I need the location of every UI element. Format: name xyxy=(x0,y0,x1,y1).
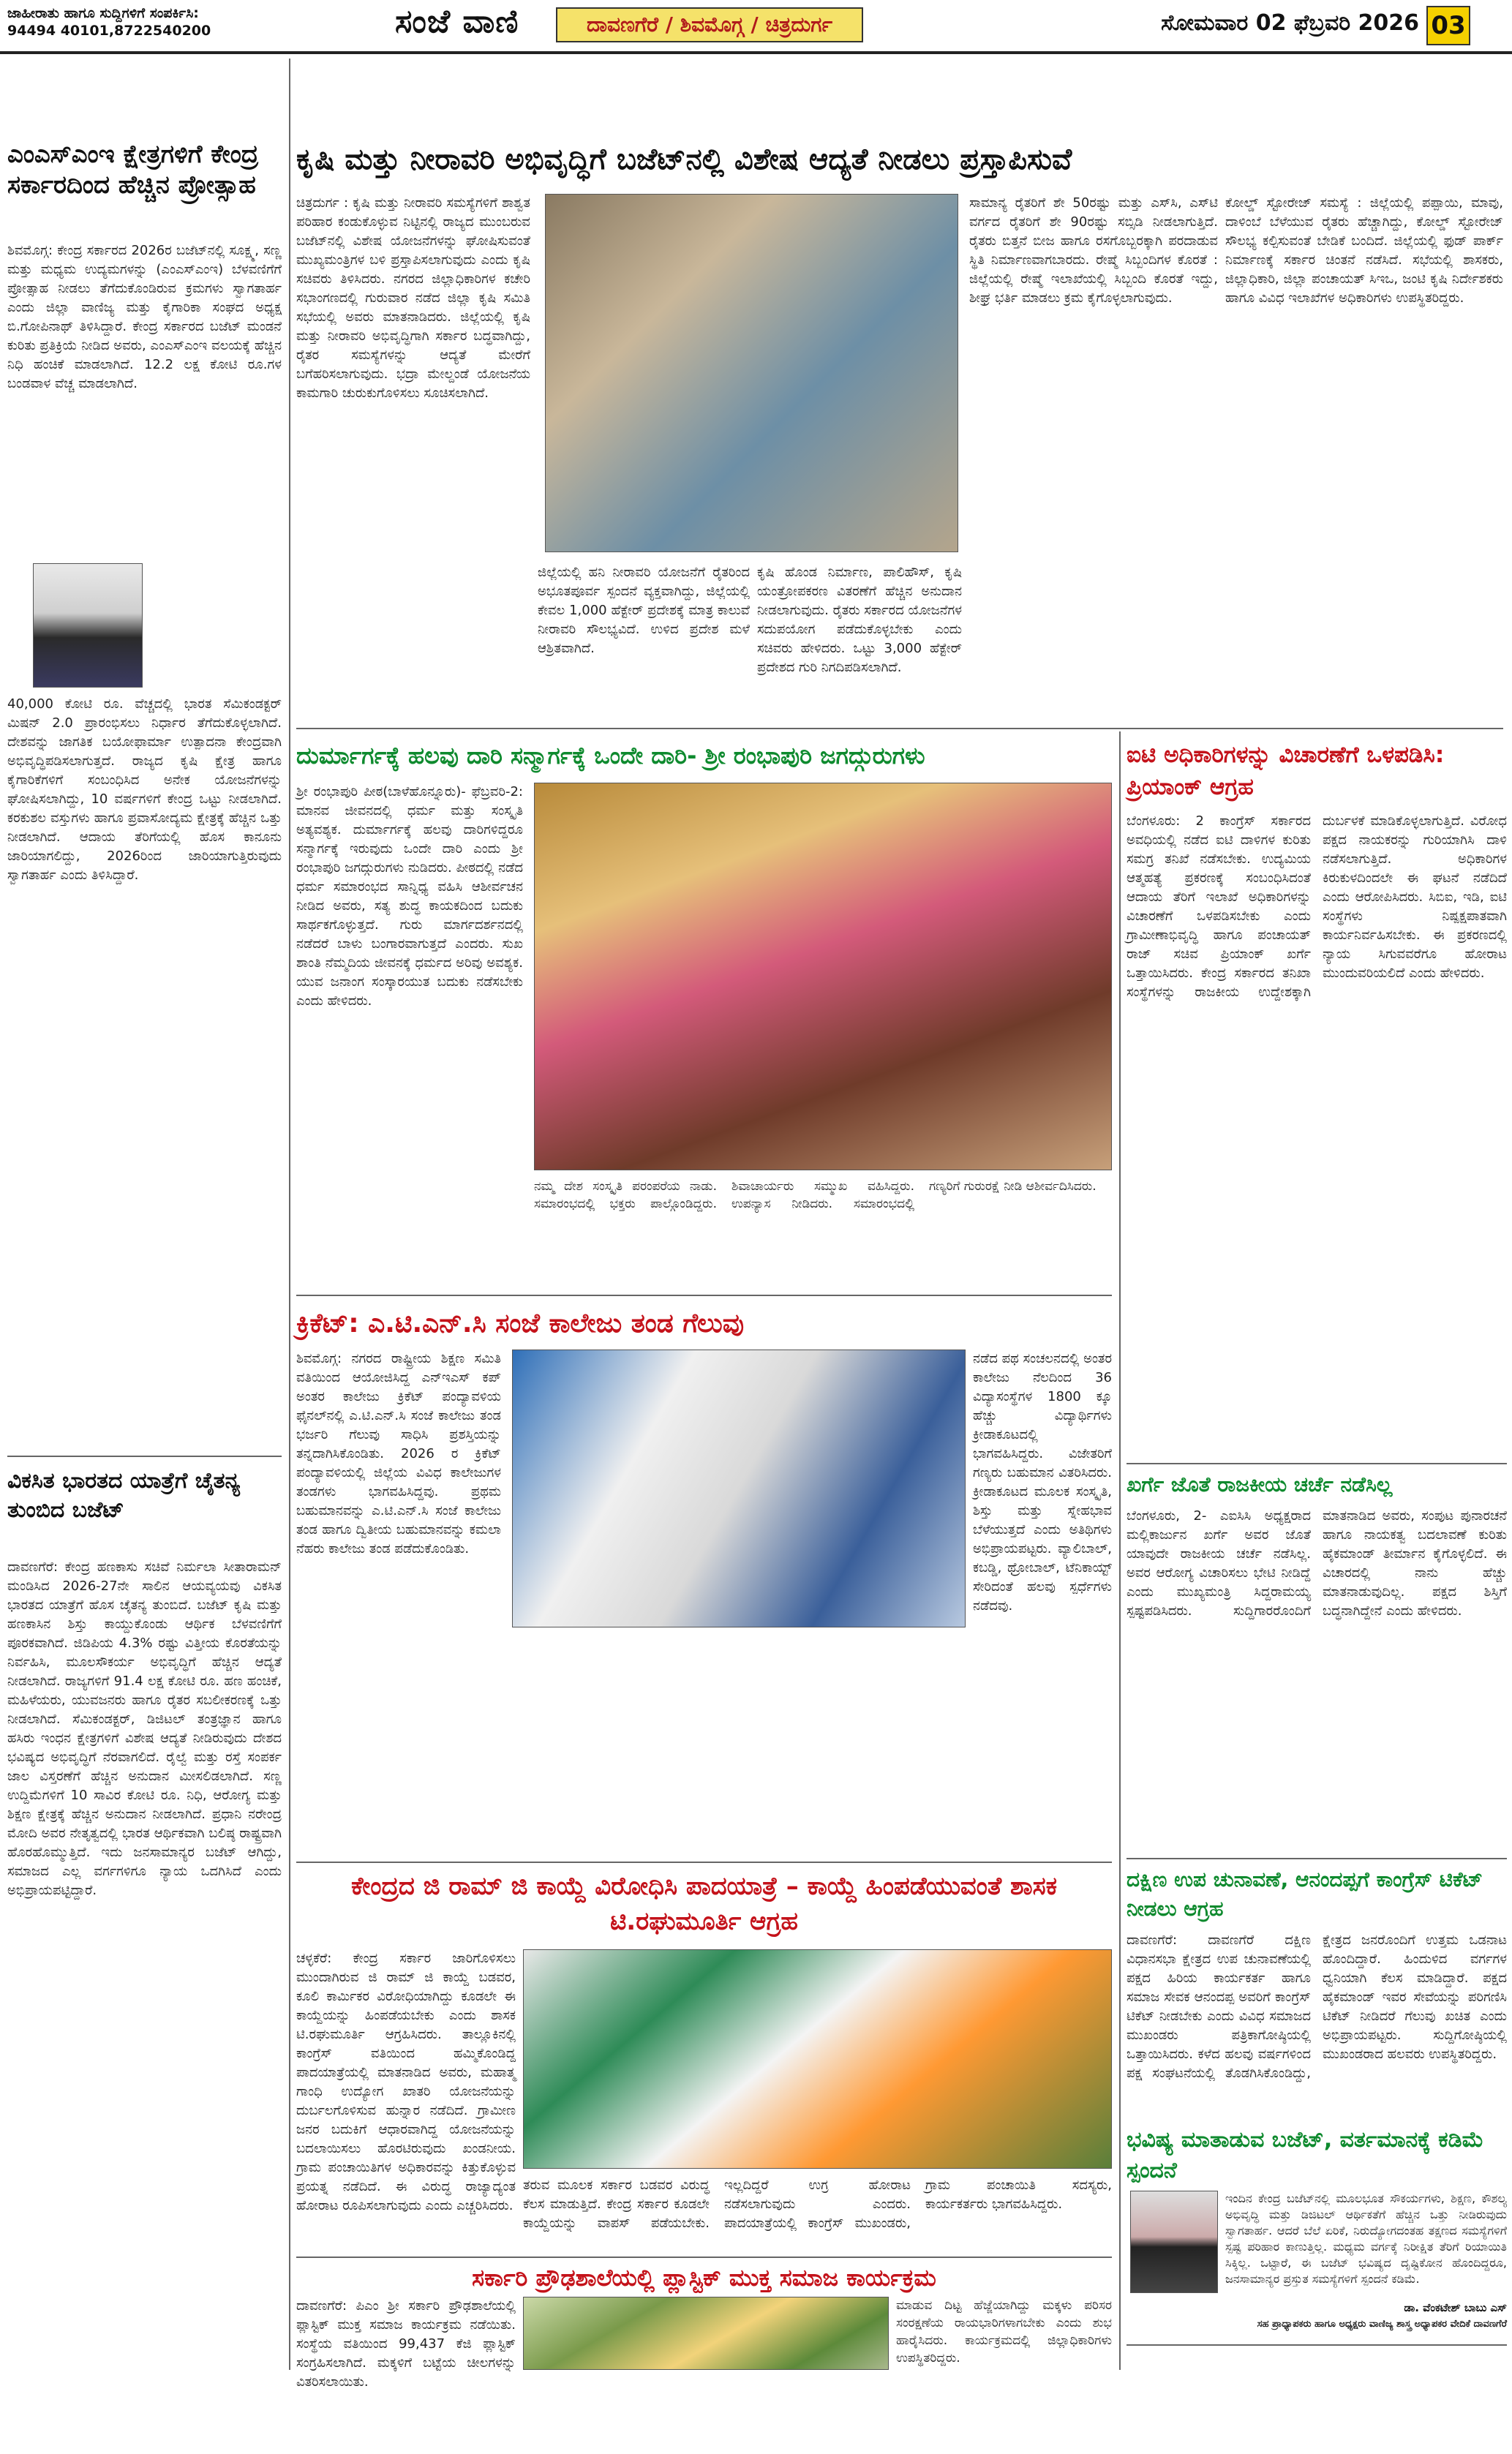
plastic-caption: ಮಾಡುವ ದಿಟ್ಟ ಹೆಜ್ಜೆಯಾಗಿದ್ದು ಮಕ್ಕಳು ಪರಿಸರ ಸಂರಕ್ಷಣೆಯ ರಾಯಭಾರಿಗಳಾಗಬೇಕು ಎಂದು ಶುಭ ಹಾರೈಸಿದರು. ಕಾರ್ಯಕ್ರಮದಲ್ಲಿ ಜಿಲ್ಲಾಧಿಕಾರಿಗಳು ಉಪಸ್ಥಿತರಿದ್ದರು. xyxy=(896,2298,1112,2365)
logo-text: ಸಂಜೆ ವಾಣಿ xyxy=(395,3,519,40)
divider xyxy=(296,1862,1112,1863)
msme-body-2: 40,000 ಕೋಟಿ ರೂ. ವೆಚ್ಚದಲ್ಲಿ ಭಾರತ ಸೆಮಿಕಂಡಕ್ಟರ್ ಮಿಷನ್ 2.0 ಪ್ರಾರಂಭಿಸಲು ನಿರ್ಧಾರ ತೆಗೆದುಕೊಳ್ಳಲಾಗಿದೆ. ದೇಶವನ್ನು ಜಾಗತಿಕ ಬಯೋಫಾರ್ಮಾ ಉತ್ಪಾದನಾ ಕೇಂದ್ರವಾಗಿ ಅಭಿವೃದ್ಧಿಪಡಿಸಲಾಗುತ್ತದೆ. ರಾಜ್ಯದ ಕೃಷಿ ಕ್ಷೇತ್ರ ಹಾಗೂ ಕೈಗಾರಿಕೆಗಳಿಗೆ ಸಂಬಂಧಿಸಿದ ಅನೇಕ ಯೋಜನೆಗಳನ್ನು ಘೋಷಿಸಲಾಗಿದ್ದು, 10 ವರ್ಷಗಳಿಗೆ ಕೇಂದ್ರ ಒಟ್ಟು ನೀಡಲಾಗಿದೆ. ಕರಕುಶಲ ವಸ್ತುಗಳು ಹಾಗೂ ಪ್ರವಾಸೋದ್ಯಮ ಕ್ಷೇತ್ರಕ್ಕೆ ಹೆಚ್ಚಿನ ಒತ್ತು ನೀಡಲಾಗಿದೆ. ಆದಾಯ ತೆರಿಗೆಯಲ್ಲಿ ಹೊಸ ಕಾನೂನು ಜಾರಿಯಾಗಲಿದ್ದು, 2026ರಿಂದ ಜಾರಿಯಾಗುತ್ತಿರುವುದು ಸ್ವಾಗತಾರ್ಹ ಎಂದು ತಿಳಿಸಿದ್ದಾರೆ. xyxy=(7,696,282,883)
divider xyxy=(296,728,1503,729)
newspaper-logo xyxy=(395,3,541,47)
msme-body: ಶಿವಮೊಗ್ಗ: ಕೇಂದ್ರ ಸರ್ಕಾರದ 2026ರ ಬಜೆಟ್‌ನಲ್ಲಿ ಸೂಕ್ಷ್ಮ, ಸಣ್ಣ ಮತ್ತು ಮಧ್ಯಮ ಉದ್ಯಮಗಳನ್ನು (ಎಂಎಸ್‌ಎಂಇ) ಬೆಳವಣಿಗೆಗೆ ಪ್ರೋತ್ಸಾಹ ನೀಡಲು ತೆಗೆದುಕೊಂಡಿರುವ ಕ್ರಮಗಳು ಸ್ವಾಗತಾರ್ಹ ಎಂದು ಜಿಲ್ಲಾ ವಾಣಿಜ್ಯ ಮತ್ತು ಕೈಗಾರಿಕಾ ಸಂಘದ ಅಧ್ಯಕ್ಷ ಬಿ.ಗೋಪಿನಾಥ್ ತಿಳಿಸಿದ್ದಾರೆ. ಕೇಂದ್ರ ಸರ್ಕಾರದ ಬಜೆಟ್ ಮಂಡನೆ ಕುರಿತು ಪ್ರತಿಕ್ರಿಯೆ ನೀಡಿದ ಅವರು, ಎಂಎಸ್‌ಎಂಇ ವಲಯಕ್ಕೆ ಹೆಚ್ಚಿನ ನಿಧಿ ಹಂಚಿಕೆ ಮಾಡಲಾಗಿದೆ. 12.2 ಲಕ್ಷ ಕೋಟಿ ರೂ.ಗಳ ಬಂಡವಾಳ ವೆಚ್ಚ ಮಾಡಲಾಗಿದೆ. xyxy=(7,243,282,391)
kharge-body: ಬೆಂಗಳೂರು, 2- ಎಐಸಿಸಿ ಅಧ್ಯಕ್ಷರಾದ ಮಲ್ಲಿಕಾರ್ಜುನ ಖರ್ಗೆ ಅವರ ಜೊತೆ ಯಾವುದೇ ರಾಜಕೀಯ ಚರ್ಚೆ ನಡೆಸಿಲ್ಲ. ಅವರ ಆರೋಗ್ಯ ವಿಚಾರಿಸಲು ಭೇಟಿ ನೀಡಿದ್ದೆ ಎಂದು ಮುಖ್ಯಮಂತ್ರಿ ಸಿದ್ದರಾಮಯ್ಯ ಸ್ಪಷ್ಟಪಡಿಸಿದರು. ಸುದ್ದಿಗಾರರೊಂದಿಗೆ ಮಾತನಾಡಿದ ಅವರು, ಸಂಪುಟ ಪುನಾರಚನೆ ಹಾಗೂ ನಾಯಕತ್ವ ಬದಲಾವಣೆ ಕುರಿತು ಹೈಕಮಾಂಡ್ ತೀರ್ಮಾನ ಕೈಗೊಳ್ಳಲಿದೆ. ಈ ವಿಚಾರದಲ್ಲಿ ನಾನು ಹೆಚ್ಚು ಮಾತನಾಡುವುದಿಲ್ಲ. ಪಕ್ಷದ ಶಿಸ್ತಿಗೆ ಬದ್ಧನಾಗಿದ್ದೇನೆ ಎಂದು ಹೇಳಿದರು. xyxy=(1127,1508,1507,1619)
divider xyxy=(7,1456,282,1457)
column-rule xyxy=(1119,731,1121,2370)
divider xyxy=(1127,1463,1507,1464)
page-date: ಸೋಮವಾರ 02 ಫೆಬ್ರವರಿ 2026 xyxy=(1161,10,1419,36)
divider xyxy=(1127,1858,1507,1859)
msme-portrait xyxy=(33,563,143,688)
future-byline-name: ಡಾ. ವೆಂಕಟೇಶ್ ಬಾಬು ಎಸ್ xyxy=(1404,2301,1507,2314)
future-byline-title: ಸಹ ಪ್ರಾಧ್ಯಾಪಕರು ಹಾಗೂ ಅಧ್ಯಕ್ಷರು ವಾಣಿಜ್ಯ ಶಾಸ್ತ್ರ ಅಧ್ಯಾಪಕರ ವೇದಿಕೆ ದಾವಣಗೆರೆ xyxy=(1257,2319,1507,2330)
page-number: 03 xyxy=(1426,6,1470,45)
kharge-headline: ಖರ್ಗೆ ಜೊತೆ ರಾಜಕೀಯ ಚರ್ಚೆ ನಡೆಸಿಲ್ಲ xyxy=(1127,1472,1393,1497)
durmarga-headline: ದುರ್ಮಾರ್ಗಕ್ಕೆ ಹಲವು ದಾರಿ ಸನ್ಮಾರ್ಗಕ್ಕೆ ಒಂದೇ ದಾರಿ- ಶ್ರೀ ರಂಭಾಪುರಿ ಜಗದ್ಗುರುಗಳು xyxy=(296,742,925,769)
durmarga-caption: ನಮ್ಮ ದೇಶ ಸಂಸ್ಕೃತಿ ಪರಂಪರೆಯ ನಾಡು. ಸಮಾರಂಭದಲ್ಲಿ ಭಕ್ತರು ಪಾಲ್ಗೊಂಡಿದ್ದರು. ಶಿವಾಚಾರ್ಯರು ಸಮ್ಮುಖ ವಹಿಸಿದ್ದರು. ಉಪನ್ಯಾಸ ನೀಡಿದರು. ಸಮಾರಂಭದಲ್ಲಿ ಗಣ್ಯರಿಗೆ ಗುರುರಕ್ಷೆ ನೀಡಿ ಆಶೀರ್ವದಿಸಿದರು. xyxy=(534,1179,1097,1211)
future-headline: ಭವಿಷ್ಯ ಮಾತಾಡುವ ಬಜೆಟ್, ವರ್ತಮಾನಕ್ಕೆ ಕಡಿಮೆ ಸ್ಪಂದನೆ xyxy=(1127,2125,1507,2186)
viksit-headline: ವಿಕಸಿತ ಭಾರತದ ಯಾತ್ರೆಗೆ ಚೈತನ್ಯ ತುಂಬಿದ ಬಜೆಟ್ xyxy=(7,1468,241,1523)
plastic-headline: ಸರ್ಕಾರಿ ಪ್ರೌಢಶಾಲೆಯಲ್ಲಿ ಪ್ಲಾಸ್ಟಿಕ್ ಮುಕ್ತ ಸಮಾಜ ಕಾರ್ಯಕ್ರಮ xyxy=(472,2264,936,2292)
gram-ji-body-2: ತರುವ ಮೂಲಕ ಸರ್ಕಾರ ಬಡವರ ವಿರುದ್ಧ ಕೆಲಸ ಮಾಡುತ್ತಿದೆ. ಕೇಂದ್ರ ಸರ್ಕಾರ ಕೂಡಲೇ ಕಾಯ್ದೆಯನ್ನು ವಾಪಸ್ ಪಡೆಯಬೇಕು. ಇಲ್ಲದಿದ್ದರೆ ಉಗ್ರ ಹೋರಾಟ ನಡೆಸಲಾಗುವುದು ಎಂದರು. ಪಾದಯಾತ್ರೆಯಲ್ಲಿ ಕಾಂಗ್ರೆಸ್ ಮುಖಂಡರು, ಗ್ರಾಮ ಪಂಚಾಯಿತಿ ಸದಸ್ಯರು, ಕಾರ್ಯಕರ್ತರು ಭಾಗವಹಿಸಿದ್ದರು. xyxy=(523,2178,1112,2231)
krishi-body-far: ಕೋಲ್ಡ್ ಸ್ಟೋರೇಜ್ ಸಮಸ್ಯೆ : ಜಿಲ್ಲೆಯಲ್ಲಿ ಪಪ್ಪಾಯಿ, ಮಾವು, ದಾಳಿಂಬೆ ಬೆಳೆಯುವ ರೈತರು ಹೆಚ್ಚಾಗಿದ್ದು, ಕೋಲ್ಡ್ ಸ್ಟೋರೇಜ್ ಸೌಲಭ್ಯ ಕಲ್ಪಿಸುವಂತೆ ಬೇಡಿಕೆ ಬಂದಿದೆ. ಜಿಲ್ಲೆಯಲ್ಲಿ ಫುಡ್ ಪಾರ್ಕ್ ನಿರ್ಮಾಣಕ್ಕೆ ಸರ್ಕಾರ ಚಿಂತನೆ ನಡೆಸಿದೆ. ಸಭೆಯಲ್ಲಿ ಶಾಸಕರು, ಜಿಲ್ಲಾಧಿಕಾರಿ, ಜಿಲ್ಲಾ ಪಂಚಾಯತ್ ಸಿಇಒ, ಜಂಟಿ ಕೃಷಿ ನಿರ್ದೇಶಕರು ಹಾಗೂ ವಿವಿಧ ಇಲಾಖೆಗಳ ಅಧಿಕಾರಿಗಳು ಉಪಸ್ಥಿತರಿದ್ದರು. xyxy=(1225,195,1503,306)
by-election-body: ದಾವಣಗೆರೆ: ದಾವಣಗೆರೆ ದಕ್ಷಿಣ ವಿಧಾನಸಭಾ ಕ್ಷೇತ್ರದ ಉಪ ಚುನಾವಣೆಯಲ್ಲಿ ಪಕ್ಷದ ಹಿರಿಯ ಕಾರ್ಯಕರ್ತ ಹಾಗೂ ಸಮಾಜ ಸೇವಕ ಆನಂದಪ್ಪ ಅವರಿಗೆ ಕಾಂಗ್ರೆಸ್ ಟಿಕೆಟ್ ನೀಡಬೇಕು ಎಂದು ವಿವಿಧ ಸಮಾಜದ ಮುಖಂಡರು ಪತ್ರಿಕಾಗೋಷ್ಠಿಯಲ್ಲಿ ಒತ್ತಾಯಿಸಿದರು. ಕಳೆದ ಹಲವು ವರ್ಷಗಳಿಂದ ಪಕ್ಷ ಸಂಘಟನೆಯಲ್ಲಿ ತೊಡಗಿಸಿಕೊಂಡಿದ್ದು, ಕ್ಷೇತ್ರದ ಜನರೊಂದಿಗೆ ಉತ್ತಮ ಒಡನಾಟ ಹೊಂದಿದ್ದಾರೆ. ಹಿಂದುಳಿದ ವರ್ಗಗಳ ಧ್ವನಿಯಾಗಿ ಕೆಲಸ ಮಾಡಿದ್ದಾರೆ. ಪಕ್ಷದ ಹೈಕಮಾಂಡ್ ಇವರ ಸೇವೆಯನ್ನು ಪರಿಗಣಿಸಿ ಟಿಕೆಟ್ ನೀಡಿದರೆ ಗೆಲುವು ಖಚಿತ ಎಂದು ಅಭಿಪ್ರಾಯಪಟ್ಟರು. ಸುದ್ದಿಗೋಷ್ಠಿಯಲ್ಲಿ ಮುಖಂಡರಾದ ಹಲವರು ಉಪಸ್ಥಿತರಿದ್ದರು. xyxy=(1127,1932,1507,2081)
krishi-body-mid: ಜಿಲ್ಲೆಯಲ್ಲಿ ಹನಿ ನೀರಾವರಿ ಯೋಜನೆಗೆ ರೈತರಿಂದ ಅಭೂತಪೂರ್ವ ಸ್ಪಂದನೆ ವ್ಯಕ್ತವಾಗಿದ್ದು, ಜಿಲ್ಲೆಯಲ್ಲಿ ಕೇವಲ 1,000 ಹೆಕ್ಟೇರ್ ಪ್ರದೇಶಕ್ಕೆ ಮಾತ್ರ ಕಾಲುವೆ ನೀರಾವರಿ ಸೌಲಭ್ಯವಿದೆ. ಉಳಿದ ಪ್ರದೇಶ ಮಳೆ ಆಶ್ರಿತವಾಗಿದೆ. xyxy=(538,565,750,656)
ad-text: ಜಾಹೀರಾತು ಹಾಗೂ ಸುದ್ದಿಗಳಿಗೆ ಸಂಪರ್ಕಿಸಿ: xyxy=(7,5,199,21)
viksit-body: ದಾವಣಗೆರೆ: ಕೇಂದ್ರ ಹಣಕಾಸು ಸಚಿವೆ ನಿರ್ಮಲಾ ಸೀತಾರಾಮನ್ ಮಂಡಿಸಿದ 2026-27ನೇ ಸಾಲಿನ ಆಯವ್ಯಯವು ವಿಕಸಿತ ಭಾರತದ ಯಾತ್ರೆಗೆ ಹೊಸ ಚೈತನ್ಯ ತುಂಬಿದೆ. ಬಜೆಟ್ ಕೃಷಿ ಮತ್ತು ಹಣಕಾಸಿನ ಶಿಸ್ತು ಕಾಯ್ದುಕೊಂಡು ಆರ್ಥಿಕ ಬೆಳವಣಿಗೆಗೆ ಪೂರಕವಾಗಿದೆ. ಜಿಡಿಪಿಯ 4.3% ರಷ್ಟು ವಿತ್ತೀಯ ಕೊರತೆಯನ್ನು ನಿರ್ವಹಿಸಿ, ಮೂಲಸೌಕರ್ಯ ಅಭಿವೃದ್ಧಿಗೆ ಹೆಚ್ಚಿನ ಆದ್ಯತೆ ನೀಡಲಾಗಿದೆ. ರಾಜ್ಯಗಳಿಗೆ 91.4 ಲಕ್ಷ ಕೋಟಿ ರೂ. ಹಣ ಹಂಚಿಕೆ, ಮಹಿಳೆಯರು, ಯುವಜನರು ಹಾಗೂ ರೈತರ ಸಬಲೀಕರಣಕ್ಕೆ ಒತ್ತು ನೀಡಲಾಗಿದೆ. ಸೆಮಿಕಂಡಕ್ಟರ್, ಡಿಜಿಟಲ್ ತಂತ್ರಜ್ಞಾನ ಹಾಗೂ ಹಸಿರು ಇಂಧನ ಕ್ಷೇತ್ರಗಳಿಗೆ ವಿಶೇಷ ಆದ್ಯತೆ ನೀಡಿರುವುದು ದೇಶದ ಭವಿಷ್ಯದ ಅಭಿವೃದ್ಧಿಗೆ ನೆರವಾಗಲಿದೆ. ರೈಲ್ವೆ ಮತ್ತು ರಸ್ತೆ ಸಂಪರ್ಕ ಜಾಲ ವಿಸ್ತರಣೆಗೆ ಹೆಚ್ಚಿನ ಅನುದಾನ ಮೀಸಲಿಡಲಾಗಿದೆ. ಸಣ್ಣ ಉದ್ದಿಮೆಗಳಿಗೆ 10 ಸಾವಿರ ಕೋಟಿ ರೂ. ನಿಧಿ, ಆರೋಗ್ಯ ಮತ್ತು ಶಿಕ್ಷಣ ಕ್ಷೇತ್ರಕ್ಕೆ ಹೆಚ್ಚಿನ ಅನುದಾನ ನೀಡಲಾಗಿದೆ. ಪ್ರಧಾನಿ ನರೇಂದ್ರ ಮೋದಿ ಅವರ ನೇತೃತ್ವದಲ್ಲಿ ಭಾರತ ಆರ್ಥಿಕವಾಗಿ ಬಲಿಷ್ಠ ರಾಷ್ಟ್ರವಾಗಿ ಹೊರಹೊಮ್ಮುತ್ತಿದೆ. ಇದು ಜನಸಾಮಾನ್ಯರ ಬಜೆಟ್ ಆಗಿದ್ದು, ಸಮಾಜದ ಎಲ್ಲ ವರ್ಗಗಳಿಗೂ ನ್ಯಾಯ ಒದಗಿಸಿದೆ ಎಂದು ಅಭಿಪ್ರಾಯಪಟ್ಟಿದ್ದಾರೆ. xyxy=(7,1559,282,1898)
plastic-photo xyxy=(523,2297,889,2370)
divider xyxy=(296,1295,1112,1296)
krishi-body-mid-2: ಕೃಷಿ ಹೊಂಡ ನಿರ್ಮಾಣ, ಪಾಲಿಹೌಸ್, ಕೃಷಿ ಯಂತ್ರೋಪಕರಣ ವಿತರಣೆಗೆ ಹೆಚ್ಚಿನ ಅನುದಾನ ನೀಡಲಾಗುವುದು. ರೈತರು ಸರ್ಕಾರದ ಯೋಜನೆಗಳ ಸದುಪಯೋಗ ಪಡೆದುಕೊಳ್ಳಬೇಕು ಎಂದು ಸಚಿವರು ಹೇಳಿದರು. ಒಟ್ಟು 3,000 ಹೆಕ್ಟೇರ್ ಪ್ರದೇಶದ ಗುರಿ ನಿಗದಿಪಡಿಸಲಾಗಿದೆ. xyxy=(757,565,962,675)
krishi-headline: ಕೃಷಿ ಮತ್ತು ನೀರಾವರಿ ಅಭಿವೃದ್ಧಿಗೆ ಬಜೆಟ್‌ನಲ್ಲಿ ವಿಶೇಷ ಆದ್ಯತೆ ನೀಡಲು ಪ್ರಸ್ತಾಪಿಸುವೆ xyxy=(296,143,1072,176)
by-election-headline: ದಕ್ಷಿಣ ಉಪ ಚುನಾವಣೆ, ಆನಂದಪ್ಪಗೆ ಕಾಂಗ್ರೆಸ್ ಟಿಕೆಟ್ ನೀಡಲು ಆಗ್ರಹ xyxy=(1127,1867,1483,1921)
gram-ji-headline: ಕೇಂದ್ರದ ಜಿ ರಾಮ್ ಜಿ ಕಾಯ್ದೆ ವಿರೋಧಿಸಿ ಪಾದಯಾತ್ರೆ – ಕಾಯ್ದೆ ಹಿಂಪಡೆಯುವಂತೆ ಶಾಸಕ ಟಿ.ರಘುಮೂರ್ತಿ ಆಗ್ರಹ xyxy=(350,1872,1058,1936)
masthead-ad xyxy=(7,4,285,48)
it-body: ಬೆಂಗಳೂರು: 2 ಕಾಂಗ್ರೆಸ್ ಸರ್ಕಾರದ ಅವಧಿಯಲ್ಲಿ ನಡೆದ ಐಟಿ ದಾಳಿಗಳ ಕುರಿತು ಸಮಗ್ರ ತನಿಖೆ ನಡೆಸಬೇಕು. ಉದ್ಯಮಿಯ ಆತ್ಮಹತ್ಯೆ ಪ್ರಕರಣಕ್ಕೆ ಸಂಬಂಧಿಸಿದಂತೆ ಆದಾಯ ತೆರಿಗೆ ಇಲಾಖೆ ಅಧಿಕಾರಿಗಳನ್ನು ವಿಚಾರಣೆಗೆ ಒಳಪಡಿಸಬೇಕು ಎಂದು ಗ್ರಾಮೀಣಾಭಿವೃದ್ಧಿ ಹಾಗೂ ಪಂಚಾಯತ್ ರಾಜ್ ಸಚಿವ ಪ್ರಿಯಾಂಕ್ ಖರ್ಗೆ ಒತ್ತಾಯಿಸಿದರು. ಕೇಂದ್ರ ಸರ್ಕಾರದ ತನಿಖಾ ಸಂಸ್ಥೆಗಳನ್ನು ರಾಜಕೀಯ ಉದ್ದೇಶಕ್ಕಾಗಿ ದುರ್ಬಳಕೆ ಮಾಡಿಕೊಳ್ಳಲಾಗುತ್ತಿದೆ. ವಿರೋಧ ಪಕ್ಷದ ನಾಯಕರನ್ನು ಗುರಿಯಾಗಿಸಿ ದಾಳಿ ನಡೆಸಲಾಗುತ್ತಿದೆ. ಅಧಿಕಾರಿಗಳ ಕಿರುಕುಳದಿಂದಲೇ ಈ ಘಟನೆ ನಡೆದಿದೆ ಎಂದು ಆರೋಪಿಸಿದರು. ಸಿಬಿಐ, ಇಡಿ, ಐಟಿ ಸಂಸ್ಥೆಗಳು ನಿಷ್ಪಕ್ಷಪಾತವಾಗಿ ಕಾರ್ಯನಿರ್ವಹಿಸಬೇಕು. ಈ ಪ್ರಕರಣದಲ್ಲಿ ನ್ಯಾಯ ಸಿಗುವವರೆಗೂ ಹೋರಾಟ ಮುಂದುವರಿಯಲಿದೆ ಎಂದು ಹೇಳಿದರು. xyxy=(1127,813,1507,1000)
cricket-trophy-photo xyxy=(512,1350,966,1627)
masthead-rule xyxy=(0,51,1512,54)
cricket-body: ಶಿವಮೊಗ್ಗ: ನಗರದ ರಾಷ್ಟ್ರೀಯ ಶಿಕ್ಷಣ ಸಮಿತಿ ವತಿಯಿಂದ ಆಯೋಜಿಸಿದ್ದ ಎನ್‌ಇಎಸ್ ಕಪ್ ಅಂತರ ಕಾಲೇಜು ಕ್ರಿಕೆಟ್ ಪಂದ್ಯಾವಳಿಯ ಫೈನಲ್‌ನಲ್ಲಿ ಎ.ಟಿ.ಎನ್.ಸಿ ಸಂಜೆ ಕಾಲೇಜು ತಂಡ ಭರ್ಜರಿ ಗೆಲುವು ಸಾಧಿಸಿ ಪ್ರಶಸ್ತಿಯನ್ನು ತನ್ನದಾಗಿಸಿಕೊಂಡಿತು. 2026 ರ ಕ್ರಿಕೆಟ್ ಪಂದ್ಯಾವಳಿಯಲ್ಲಿ ಜಿಲ್ಲೆಯ ವಿವಿಧ ಕಾಲೇಜುಗಳ ತಂಡಗಳು ಭಾಗವಹಿಸಿದ್ದವು. ಪ್ರಥಮ ಬಹುಮಾನವನ್ನು ಎ.ಟಿ.ಎನ್.ಸಿ ಸಂಜೆ ಕಾಲೇಜು ತಂಡ ಹಾಗೂ ದ್ವಿತೀಯ ಬಹುಮಾನವನ್ನು ಕಮಲಾ ನೆಹರು ಕಾಲೇಜು ತಂಡ ಪಡೆದುಕೊಂಡಿತು. xyxy=(296,1351,501,1557)
future-portrait xyxy=(1130,2191,1218,2293)
cricket-headline: ಕ್ರಿಕೆಟ್: ಎ.ಟಿ.ಎನ್.ಸಿ ಸಂಜೆ ಕಾಲೇಜು ತಂಡ ಗೆಲುವು xyxy=(296,1309,745,1339)
krishi-body-left: ಚಿತ್ರದುರ್ಗ : ಕೃಷಿ ಮತ್ತು ನೀರಾವರಿ ಸಮಸ್ಯೆಗಳಿಗೆ ಶಾಶ್ವತ ಪರಿಹಾರ ಕಂಡುಕೊಳ್ಳುವ ನಿಟ್ಟಿನಲ್ಲಿ ರಾಜ್ಯದ ಮುಂಬರುವ ಬಜೆಟ್‌ನಲ್ಲಿ ವಿಶೇಷ ಯೋಜನೆಗಳನ್ನು ಘೋಷಿಸುವಂತೆ ಮುಖ್ಯಮಂತ್ರಿಗಳ ಬಳಿ ಪ್ರಸ್ತಾಪಿಸಲಾಗುವುದು ಎಂದು ಕೃಷಿ ಸಚಿವರು ತಿಳಿಸಿದರು. ನಗರದ ಜಿಲ್ಲಾಧಿಕಾರಿಗಳ ಕಚೇರಿ ಸಭಾಂಗಣದಲ್ಲಿ ಗುರುವಾರ ನಡೆದ ಜಿಲ್ಲಾ ಕೃಷಿ ಸಮಿತಿ ಸಭೆಯಲ್ಲಿ ಅವರು ಮಾತನಾಡಿದರು. ಜಿಲ್ಲೆಯಲ್ಲಿ ಕೃಷಿ ಮತ್ತು ನೀರಾವರಿ ಅಭಿವೃದ್ಧಿಗಾಗಿ ಸರ್ಕಾರ ಬದ್ಧವಾಗಿದ್ದು, ರೈತರ ಸಮಸ್ಯೆಗಳನ್ನು ಆದ್ಯತೆ ಮೇರೆಗೆ ಬಗೆಹರಿಸಲಾಗುವುದು. ಭದ್ರಾ ಮೇಲ್ದಂಡೆ ಯೋಜನೆಯ ಕಾಮಗಾರಿ ಚುರುಕುಗೊಳಿಸಲು ಸೂಚಿಸಲಾಗಿದೆ. xyxy=(296,195,530,401)
durmarga-photo xyxy=(534,783,1112,1170)
krishi-meeting-photo xyxy=(545,194,958,552)
ad-phone: 94494 40101,8722540200 xyxy=(7,23,211,39)
edition-label: ದಾವಣಗೆರೆ / ಶಿವಮೊಗ್ಗ / ಚಿತ್ರದುರ್ಗ xyxy=(556,7,863,42)
divider xyxy=(296,2257,1112,2258)
it-headline: ಐಟಿ ಅಧಿಕಾರಿಗಳನ್ನು ವಿಚಾರಣೆಗೆ ಒಳಪಡಿಸಿ: ಪ್ರಿಯಾಂಕ್ ಆಗ್ರಹ xyxy=(1127,742,1445,800)
durmarga-body: ಶ್ರೀ ರಂಭಾಪುರಿ ಪೀಠ(ಬಾಳೆಹೊನ್ನೂರು)- ಫೆಬ್ರವರಿ-2: ಮಾನವ ಜೀವನದಲ್ಲಿ ಧರ್ಮ ಮತ್ತು ಸಂಸ್ಕೃತಿ ಅತ್ಯವಶ್ಯಕ. ದುರ್ಮಾರ್ಗಕ್ಕೆ ಹಲವು ದಾರಿಗಳಿದ್ದರೂ ಸನ್ಮಾರ್ಗಕ್ಕೆ ಇರುವುದು ಒಂದೇ ದಾರಿ ಎಂದು ಶ್ರೀ ರಂಭಾಪುರಿ ಜಗದ್ಗುರುಗಳು ನುಡಿದರು. ಪೀಠದಲ್ಲಿ ನಡೆದ ಧರ್ಮ ಸಮಾರಂಭದ ಸಾನ್ನಿಧ್ಯ ವಹಿಸಿ ಆಶೀರ್ವಚನ ನೀಡಿದ ಅವರು, ಸತ್ಯ ಶುದ್ಧ ಕಾಯಕದಿಂದ ಬದುಕು ಸಾರ್ಥಕಗೊಳ್ಳುತ್ತದೆ. ಗುರು ಮಾರ್ಗದರ್ಶನದಲ್ಲಿ ನಡೆದರೆ ಬಾಳು ಬಂಗಾರವಾಗುತ್ತದೆ ಎಂದರು. ಸುಖ ಶಾಂತಿ ನೆಮ್ಮದಿಯ ಜೀವನಕ್ಕೆ ಧರ್ಮದ ಅರಿವು ಅವಶ್ಯಕ. ಯುವ ಜನಾಂಗ ಸಂಸ್ಕಾರಯುತ ಬದುಕು ನಡೆಸಬೇಕು ಎಂದು ಹೇಳಿದರು. xyxy=(296,784,523,1009)
cricket-body-2: ನಡೆದ ಪಥ ಸಂಚಲನದಲ್ಲಿ ಅಂತರ ಕಾಲೇಜು ನೆಲದಿಂದ 36 ವಿದ್ಯಾಸಂಸ್ಥೆಗಳ 1800 ಕ್ಕೂ ಹೆಚ್ಚು ವಿದ್ಯಾರ್ಥಿಗಳು ಕ್ರೀಡಾಕೂಟದಲ್ಲಿ ಭಾಗವಹಿಸಿದ್ದರು. ವಿಜೇತರಿಗೆ ಗಣ್ಯರು ಬಹುಮಾನ ವಿತರಿಸಿದರು. ಕ್ರೀಡಾಕೂಟದ ಮೂಲಕ ಸಂಸ್ಕೃತಿ, ಶಿಸ್ತು ಮತ್ತು ಸ್ನೇಹಭಾವ ಬೆಳೆಯುತ್ತದೆ ಎಂದು ಅತಿಥಿಗಳು ಅಭಿಪ್ರಾಯಪಟ್ಟರು. ವ್ಯಾಲಿಬಾಲ್, ಕಬಡ್ಡಿ, ಥ್ರೋಬಾಲ್, ಟೆನಿಕಾಯ್ಟ್ ಸೇರಿದಂತೆ ಹಲವು ಸ್ಪರ್ಧೆಗಳು ನಡೆದವು. xyxy=(973,1351,1112,1614)
divider xyxy=(1127,2344,1507,2346)
column-rule xyxy=(289,59,290,2370)
msme-headline: ಎಂಎಸ್‌ಎಂಇ ಕ್ಷೇತ್ರಗಳಿಗೆ ಕೇಂದ್ರ ಸರ್ಕಾರದಿಂದ ಹೆಚ್ಚಿನ ಪ್ರೋತ್ಸಾಹ xyxy=(7,140,259,200)
future-body: ಇಂದಿನ ಕೇಂದ್ರ ಬಜೆಟ್‌ನಲ್ಲಿ ಮೂಲಭೂತ ಸೌಕರ್ಯಗಳು, ಶಿಕ್ಷಣ, ಕೌಶಲ್ಯ ಅಭಿವೃದ್ಧಿ ಮತ್ತು ಡಿಜಿಟಲ್ ಆರ್ಥಿಕತೆಗೆ ಹೆಚ್ಚಿನ ಒತ್ತು ನೀಡಿರುವುದು ಸ್ವಾಗತಾರ್ಹ. ಆದರೆ ಬೆಲೆ ಏರಿಕೆ, ನಿರುದ್ಯೋಗದಂತಹ ತಕ್ಷಣದ ಸಮಸ್ಯೆಗಳಿಗೆ ಸ್ಪಷ್ಟ ಪರಿಹಾರ ಕಾಣುತ್ತಿಲ್ಲ. ಮಧ್ಯಮ ವರ್ಗಕ್ಕೆ ನಿರೀಕ್ಷಿತ ತೆರಿಗೆ ರಿಯಾಯಿತಿ ಸಿಕ್ಕಿಲ್ಲ. ಒಟ್ಟಾರೆ, ಈ ಬಜೆಟ್ ಭವಿಷ್ಯದ ದೃಷ್ಟಿಕೋನ ಹೊಂದಿದ್ದರೂ, ಜನಸಾಮಾನ್ಯರ ಪ್ರಸ್ತುತ ಸಮಸ್ಯೆಗಳಿಗೆ ಸ್ಪಂದನೆ ಕಡಿಮೆ. xyxy=(1225,2191,1507,2286)
krishi-body-right: ಸಾಮಾನ್ಯ ರೈತರಿಗೆ ಶೇ 50ರಷ್ಟು ಮತ್ತು ಎಸ್‌ಸಿ, ಎಸ್‌ಟಿ ವರ್ಗದ ರೈತರಿಗೆ ಶೇ 90ರಷ್ಟು ಸಬ್ಸಿಡಿ ನೀಡಲಾಗುತ್ತಿದೆ. ರೈತರು ಬಿತ್ತನೆ ಬೀಜ ಹಾಗೂ ರಸಗೊಬ್ಬರಕ್ಕಾಗಿ ಪರದಾಡುವ ಸ್ಥಿತಿ ನಿರ್ಮಾಣವಾಗಬಾರದು. ರೇಷ್ಮೆ ಸಿಬ್ಬಂದಿಗಳ ಕೊರತೆ : ಜಿಲ್ಲೆಯಲ್ಲಿ ರೇಷ್ಮೆ ಇಲಾಖೆಯಲ್ಲಿ ಸಿಬ್ಬಂದಿ ಕೊರತೆ ಇದ್ದು, ಶೀಘ್ರ ಭರ್ತಿ ಮಾಡಲು ಕ್ರಮ ಕೈಗೊಳ್ಳಲಾಗುವುದು. xyxy=(969,195,1218,306)
plastic-body: ದಾವಣಗೆರೆ: ಪಿಎಂ ಶ್ರೀ ಸರ್ಕಾರಿ ಪ್ರೌಢಶಾಲೆಯಲ್ಲಿ ಪ್ಲಾಸ್ಟಿಕ್ ಮುಕ್ತ ಸಮಾಜ ಕಾರ್ಯಕ್ರಮ ನಡೆಯಿತು. ಸಂಸ್ಥೆಯ ವತಿಯಿಂದ 99,437 ಕೆಜಿ ಪ್ಲಾಸ್ಟಿಕ್ ಸಂಗ್ರಹಿಸಲಾಗಿದೆ. ಮಕ್ಕಳಿಗೆ ಬಟ್ಟೆಯ ಚೀಲಗಳನ್ನು ವಿತರಿಸಲಾಯಿತು. xyxy=(296,2298,516,2390)
gram-ji-body: ಚಳ್ಳಕೆರೆ: ಕೇಂದ್ರ ಸರ್ಕಾರ ಜಾರಿಗೊಳಿಸಲು ಮುಂದಾಗಿರುವ ಜಿ ರಾಮ್ ಜಿ ಕಾಯ್ದೆ ಬಡವರ, ಕೂಲಿ ಕಾರ್ಮಿಕರ ವಿರೋಧಿಯಾಗಿದ್ದು ಕೂಡಲೇ ಈ ಕಾಯ್ದೆಯನ್ನು ಹಿಂಪಡೆಯಬೇಕು ಎಂದು ಶಾಸಕ ಟಿ.ರಘುಮೂರ್ತಿ ಆಗ್ರಹಿಸಿದರು. ತಾಲ್ಲೂಕಿನಲ್ಲಿ ಕಾಂಗ್ರೆಸ್ ವತಿಯಿಂದ ಹಮ್ಮಿಕೊಂಡಿದ್ದ ಪಾದಯಾತ್ರೆಯಲ್ಲಿ ಮಾತನಾಡಿದ ಅವರು, ಮಹಾತ್ಮ ಗಾಂಧಿ ಉದ್ಯೋಗ ಖಾತರಿ ಯೋಜನೆಯನ್ನು ದುರ್ಬಲಗೊಳಿಸುವ ಹುನ್ನಾರ ನಡೆದಿದೆ. ಗ್ರಾಮೀಣ ಜನರ ಬದುಕಿಗೆ ಆಧಾರವಾಗಿದ್ದ ಯೋಜನೆಯನ್ನು ಬದಲಾಯಿಸಲು ಹೊರಟಿರುವುದು ಖಂಡನೀಯ. ಗ್ರಾಮ ಪಂಚಾಯಿತಿಗಳ ಅಧಿಕಾರವನ್ನು ಕಿತ್ತುಕೊಳ್ಳುವ ಪ್ರಯತ್ನ ನಡೆದಿದೆ. ಈ ವಿರುದ್ಧ ರಾಜ್ಯಾದ್ಯಂತ ಹೋರಾಟ ರೂಪಿಸಲಾಗುವುದು ಎಂದು ಎಚ್ಚರಿಸಿದರು. xyxy=(296,1951,516,2213)
gram-ji-rally-photo xyxy=(523,1949,1112,2169)
